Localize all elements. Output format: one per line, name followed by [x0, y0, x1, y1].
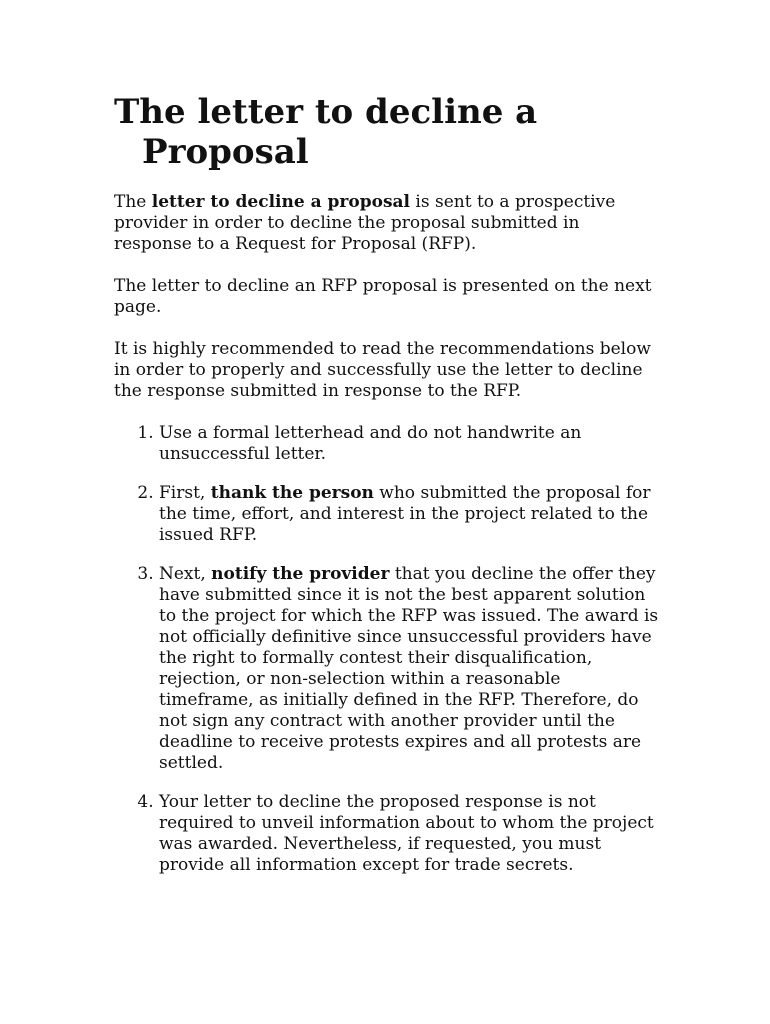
- list-item-text-before: Your letter to decline the proposed response is not required to unveil information about to whom the project was awarded. Nevertheless, if requested, you must provide all information except for trade secrets.: [159, 792, 654, 875]
- list-item-text-after: that you decline the offer they have submitted since it is not the best apparent solution to the project for which the RFP was issued. The award is not officially definitive since unsuccessful providers have the right to formally contest their disqualification, rejection, or non-selection within a reasonable timeframe, as initially defined in the RFP. Therefore, do not sign any contract with another provider until the deadline to receive protests expires and all protests are settled.: [159, 564, 659, 773]
- intro-bold-term: letter to decline a proposal: [151, 192, 410, 212]
- list-item-bold: thank the person: [210, 483, 374, 503]
- next-page-paragraph: The letter to decline an RFP proposal is presented on the next page.: [114, 276, 652, 317]
- intro-paragraph: [114, 192, 659, 255]
- list-item-text-before: Next,: [159, 564, 212, 584]
- intro-text-after: is sent to a prospective provider in order to decline the proposal submitted in response to a Request for Proposal (RFP).: [114, 192, 616, 254]
- recommendations-list: [114, 423, 659, 876]
- list-item-text-before: First,: [159, 483, 211, 503]
- list-item: [159, 564, 659, 774]
- recommendation-paragraph: It is highly recommended to read the recommendations below in order to properly and successfully use the letter to decline the response submitted in response to the RFP.: [114, 339, 651, 401]
- list-item: [159, 423, 659, 465]
- list-item: [159, 483, 659, 546]
- document-page: [114, 92, 659, 894]
- list-item-text-after: who submitted the proposal for the time, effort, and interest in the project related to the issued RFP.: [159, 483, 651, 545]
- intro-text-before: The: [114, 192, 152, 212]
- list-item-text-before: Use a formal letterhead and do not handwrite an unsuccessful letter.: [159, 423, 582, 464]
- list-item-bold: notify the provider: [211, 564, 390, 584]
- list-item: [159, 792, 659, 876]
- document-title: The letter to decline a Proposal: [114, 92, 538, 172]
